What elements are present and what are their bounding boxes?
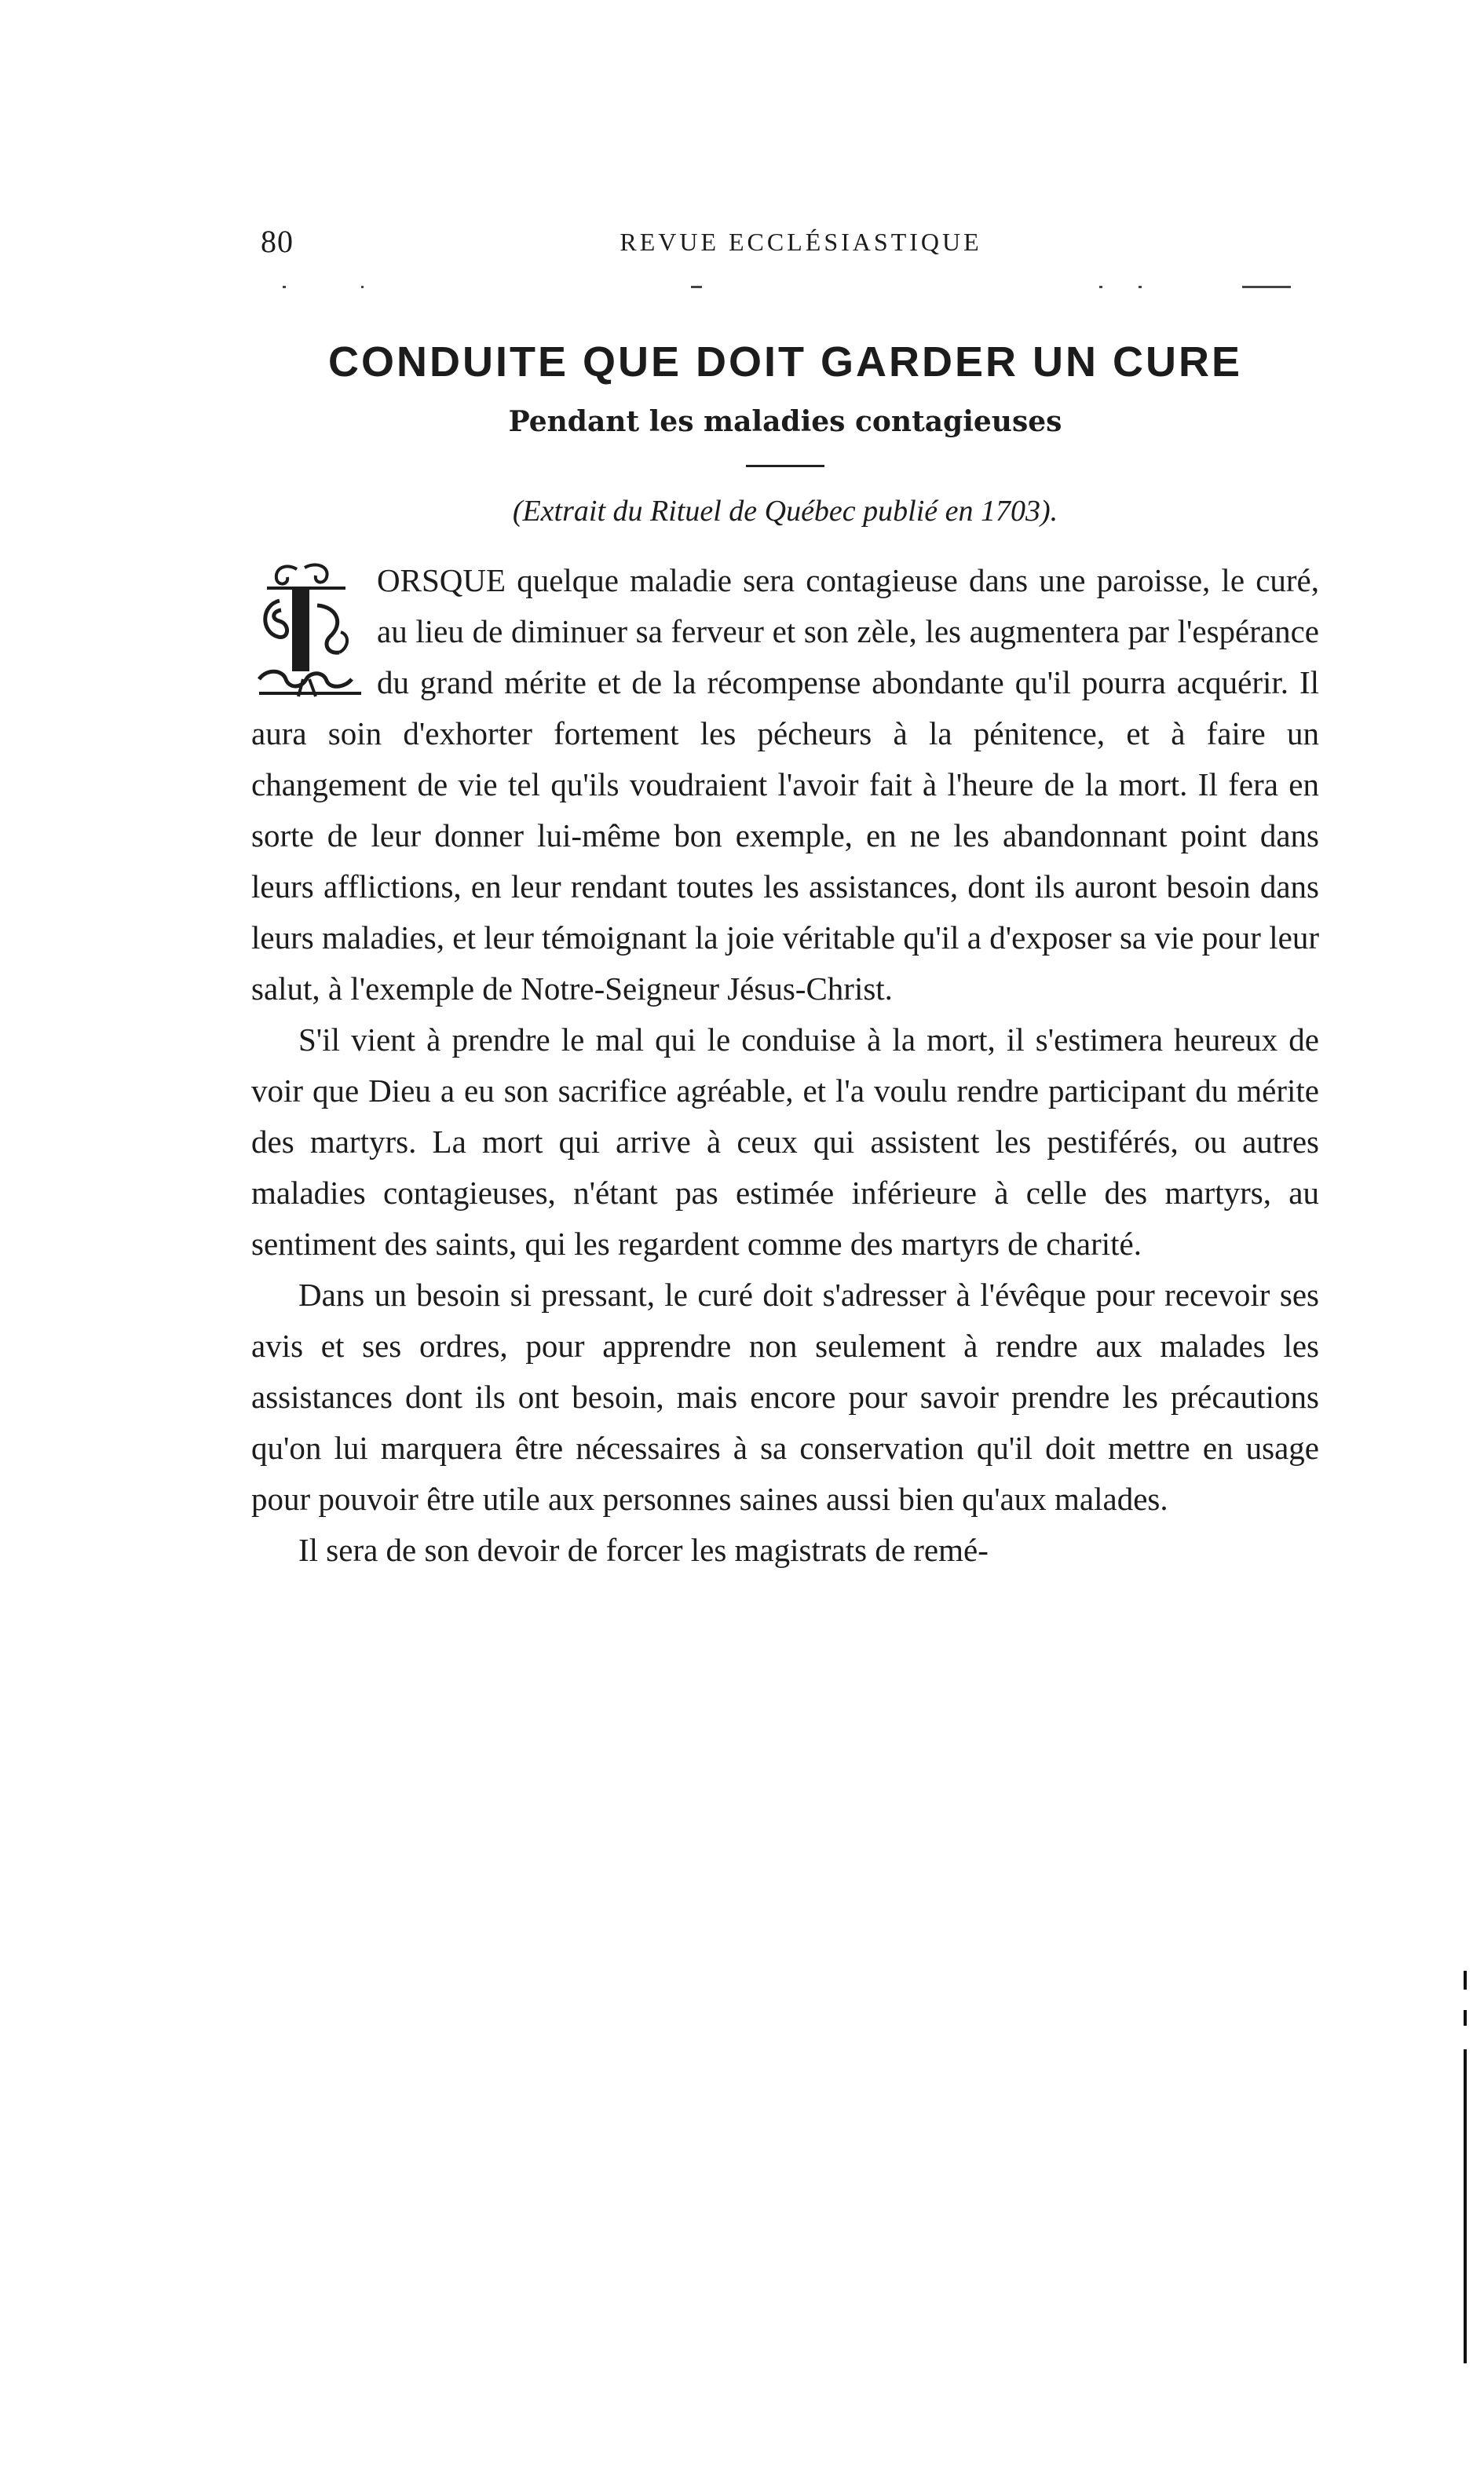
speck xyxy=(283,286,286,288)
running-title: REVUE ECCLÉSIASTIQUE xyxy=(620,228,982,256)
ornamental-letter-icon xyxy=(251,561,369,703)
page-number: 80 xyxy=(261,224,294,259)
body-text xyxy=(251,555,1319,1576)
speck xyxy=(1139,286,1142,288)
title-rule xyxy=(746,465,824,467)
paragraph-4: Il sera de son devoir de forcer les magistrats de remé- xyxy=(298,1532,989,1568)
paragraph-2: S'il vient à prendre le mal qui le conduise à la mort, il s'estimera heureux de voir que Dieu a eu son sacrifice agréable, et l'a voulu rendre participant du mérite des martyrs. La mort qui arrive à ceux qui assistent les pestiférés, ou autres maladies contagieuses, n'étant pas estimée inférieure à celle des martyrs, au sentiment des saints, qui les regardent comme des martyrs de charité. xyxy=(251,1022,1319,1262)
speck xyxy=(1242,286,1291,288)
print-specks xyxy=(251,275,1319,322)
speck xyxy=(361,286,364,288)
margin-scan-mark xyxy=(1464,2049,1467,2363)
paragraph-1 xyxy=(251,555,1319,1014)
paragraph-1-text: ORSQUE quelque maladie sera contagieuse dans une paroisse, le curé, au lieu de diminuer sa ferveur et son zèle, les augmentera par l'espérance du grand mérite et de la récompense abondante qu'il pourra acquérir. Il aura soin d'exhorter fortement les pécheurs à la pénitence, et à faire un changement de vie tel qu'ils voudraient l'avoir fait à l'heure de la mort. Il fera en sorte de leur donner lui-même bon exemple, en ne les abandonnant point dans leurs afflictions, en leur rendant toutes les assistances, dont ils auront besoin dans leurs maladies, et leur témoignant la joie véritable qu'il a d'exposer sa vie pour leur salut, à l'exemple de Notre-Seigneur Jésus-Christ. xyxy=(251,562,1319,1007)
running-head xyxy=(251,212,1319,275)
source-line: (Extrait du Rituel de Québec publié en 1703). xyxy=(512,495,1058,528)
margin-scan-mark xyxy=(1464,2010,1467,2026)
speck xyxy=(691,286,702,288)
drop-cap xyxy=(251,561,369,703)
article-subtitle: Pendant les maladies contagieuses xyxy=(508,405,1062,438)
speck xyxy=(1099,286,1102,288)
margin-scan-mark xyxy=(1464,1971,1467,1990)
paragraph-3: Dans un besoin si pressant, le curé doit s'adresser à l'évêque pour recevoir ses avis et ses ordres, pour apprendre non seulement à rendre aux malades les assistances dont ils ont besoin, mais encore pour savoir prendre les précautions qu'on lui marquera être nécessaires à sa conservation qu'il doit mettre en usage pour pouvoir être utile aux personnes saines aussi bien qu'aux malades. xyxy=(251,1277,1319,1517)
article-title: CONDUITE QUE DOIT GARDER UN CURE xyxy=(327,338,1243,386)
page xyxy=(251,212,1319,1576)
